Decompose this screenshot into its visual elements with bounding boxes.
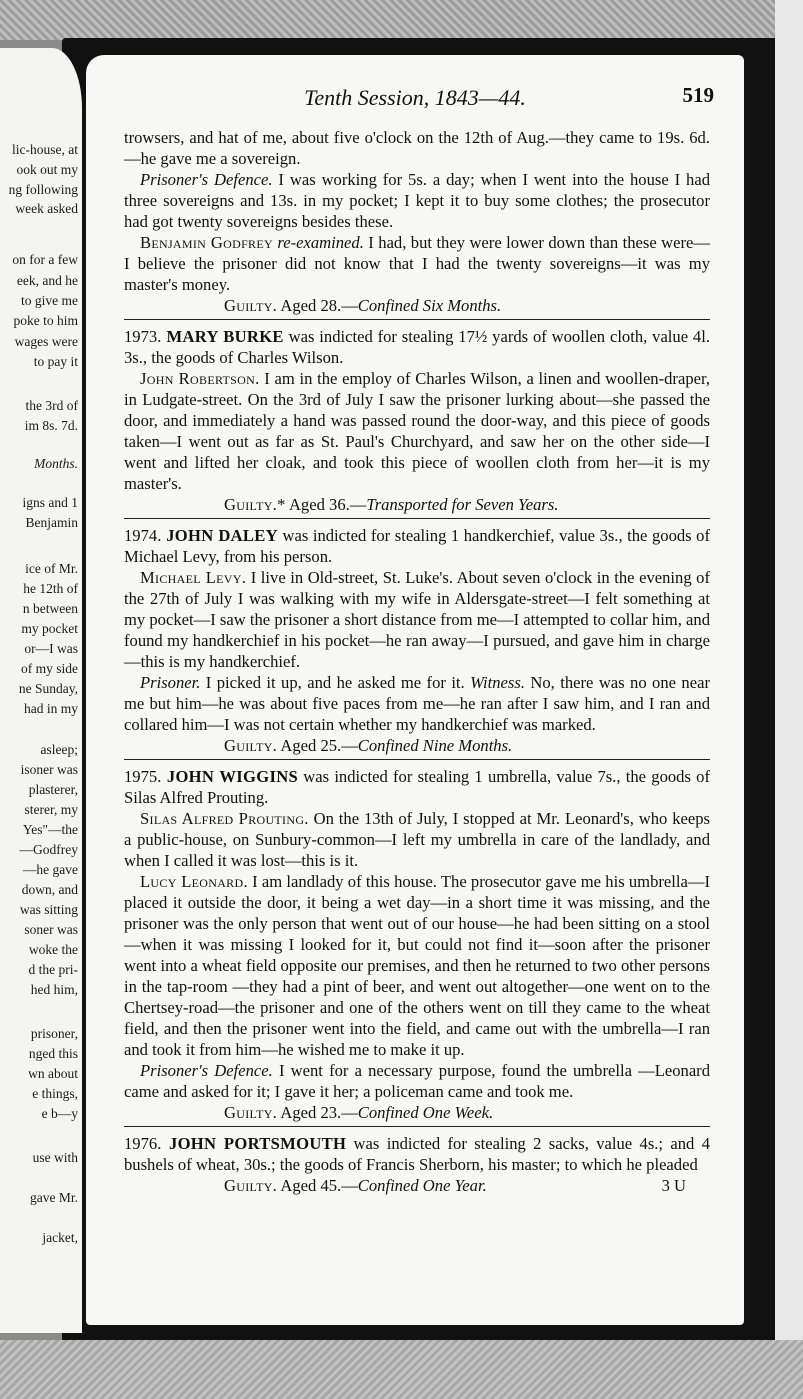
facing-page-line: jacket, [42,1230,78,1245]
book-page [86,55,744,1325]
scan-background-bottom [0,1340,803,1399]
verdict-line: Guilty. Aged 45.—Confined One Year. 3 U [224,1176,686,1195]
facing-page-line: ne Sunday, [18,681,78,696]
facing-page-line: use with [32,1150,78,1165]
facing-page-line: lic-house, at [12,142,78,157]
facing-page-line: of my side [21,661,78,676]
facing-page-line: ng following [8,182,78,197]
witness-testimony: Michael Levy. I live in Old-street, St. Luke's. About seven o'clock in the evening of the 27th of July I was walking with my wife in Aldersgate-street—I felt something at my pocket—I saw the prisoner a short distance from me—I attempted to collar him, and found my handkerchief in his pocket—he ran away—I pursued, and gave him in charge—this is my handkerchief. [124,568,710,671]
facing-page-line: n between [22,601,78,616]
facing-page-line: on for a few [12,252,78,267]
facing-page-line: or—I was [24,641,78,656]
running-head: Tenth Session, 1843—44. [304,85,526,110]
facing-page-line: ook out my [16,162,78,177]
case-divider [124,319,710,320]
facing-page-line: plasterer, [28,782,78,797]
facing-page-line: igns and 1 [22,495,78,510]
prisoner-defence: Prisoner's Defence. I was working for 5s. a day; when I went into the house I had three sovereigns and 13s. in my pocket; I kept it to buy some clothes; the prosecutor had got twenty sovereigns besides these. [124,170,711,231]
case-divider [124,518,710,519]
facing-page-line: e things, [32,1086,78,1101]
facing-page-line: Yes"—the [22,822,78,837]
witness-testimony: Silas Alfred Prouting. On the 13th of July, I stopped at Mr. Leonard's, who keeps a public-house, on Sunbury-common—I left my umbrella in care of the landlady, and when I called it was lost—this is it. [124,809,710,870]
facing-page-line: the 3rd of [25,398,78,413]
facing-page-line: sterer, my [24,802,78,817]
facing-page-line: eek, and he [16,273,78,288]
facing-page-line: prisoner, [30,1026,78,1041]
case-divider [124,759,710,760]
continuation-testimony: trowsers, and hat of me, about five o'clock on the 12th of Aug.—they came to 19s. 6d.—he gave me a sovereign. [124,128,710,168]
verdict-line: Guilty.* Aged 36.—Transported for Seven Years. [224,495,559,514]
case-divider [124,1126,710,1127]
case-heading: 1974. JOHN DALEY was indicted for stealing 1 handkerchief, value 3s., the goods of Michael Levy, from his person. [124,526,710,566]
facing-page-line: woke the [28,942,78,957]
facing-page-line: down, and [21,882,78,897]
prisoner-defence: Prisoner's Defence. I went for a necessary purpose, found the umbrella —Leonard came and asked for it; I gave it her; a policeman came and took me. [124,1061,711,1101]
cross-examination: Prisoner. I picked it up, and he asked me for it. Witness. No, there was no one near me but him—he was about five paces from me—he ran after I saw him, and I ran and collared him—I was not certain whether my handkerchief was marked. [124,673,710,734]
facing-page-line: to pay it [33,354,78,369]
facing-page-fragment [0,48,82,1333]
signature-mark: 3 U [661,1176,686,1195]
page-number: 519 [682,83,714,107]
facing-page-line: isoner was [20,762,78,777]
verdict-line: Guilty. Aged 28.—Confined Six Months. [224,296,502,315]
re-examination: Benjamin Godfrey re-examined. I had, but they were lower down than these were—I believe the prisoner did not know that I had the twenty sovereigns—it was my master's money. [124,233,711,294]
facing-page-line: had in my [24,701,78,716]
facing-page-line: my pocket [21,621,78,636]
facing-page-line: asleep; [40,742,78,757]
facing-page-line: Months. [34,456,78,471]
scan-background-right [775,0,803,1399]
case-heading: 1973. MARY BURKE was indicted for stealing 17½ yards of woollen cloth, value 4l. 3s., the goods of Charles Wilson. [124,327,710,367]
verdict-line: Guilty. Aged 25.—Confined Nine Months. [224,736,513,755]
facing-page-line: soner was [24,922,78,937]
witness-testimony: Lucy Leonard. I am landlady of this house. The prosecutor gave me his umbrella—I placed it outside the door, it being a wet day—in a short time it was missing, and the prisoner was the only person that went out of our house—he had been sitting on a stool—when it was missing I looked for it, but could not find it—soon after the prisoner went into a wheat field opposite our premises, and then he returned to two other persons in the tap-room —they had a pint of beer, and went out altogether—one went on to the Chertsey-road—the prisoner and one of the others went on till they came to the wheat field, and then the prisoner went into the field, and came out with the umbrella—I ran and took it from him—he wished me to make it up. [124,872,710,1059]
facing-page-line: im 8s. 7d. [24,418,78,433]
facing-page-line: d the pri- [28,962,78,977]
facing-page-line: Benjamin [25,515,78,530]
facing-page-line: wn about [28,1066,78,1081]
facing-page-line: he 12th of [23,581,78,596]
facing-page-line: e b—y [41,1106,78,1121]
facing-page-line: to give me [21,293,78,308]
facing-page-line: —Godfrey [19,842,78,857]
facing-page-line: week asked [15,201,78,216]
facing-page-line: nged this [28,1046,78,1061]
facing-page-line: ice of Mr. [25,561,78,576]
witness-testimony: John Robertson. I am in the employ of Charles Wilson, a linen and woollen-draper, in Ludgate-street. On the 3rd of July I saw the prisoner lurking about—she passed the door, and immediately a hand was passed round the door-way, and this piece of goods taken—I went out as far as St. Paul's Churchyard, and saw her on the other side—I went and lifted her cloak, and took this piece of woollen cloth from her—it is my master's. [124,369,710,493]
facing-page-line: was sitting [19,902,78,917]
scan-background-top [0,0,803,40]
case-heading: 1976. JOHN PORTSMOUTH was indicted for stealing 2 sacks, value 4s.; and 4 bushels of wheat, 30s.; the goods of Francis Sherborn, his master; to which he pleaded [124,1134,710,1174]
facing-page-line: poke to him [13,313,78,328]
facing-page-line: —he gave [22,862,78,877]
case-heading: 1975. JOHN WIGGINS was indicted for stealing 1 umbrella, value 7s., the goods of Silas Alfred Prouting. [124,767,710,807]
page-body [124,127,710,1196]
verdict-line: Guilty. Aged 23.—Confined One Week. [224,1103,494,1122]
facing-page-line: hed him, [30,982,78,997]
facing-page-line: gave Mr. [30,1190,78,1205]
facing-page-line: wages were [14,334,78,349]
